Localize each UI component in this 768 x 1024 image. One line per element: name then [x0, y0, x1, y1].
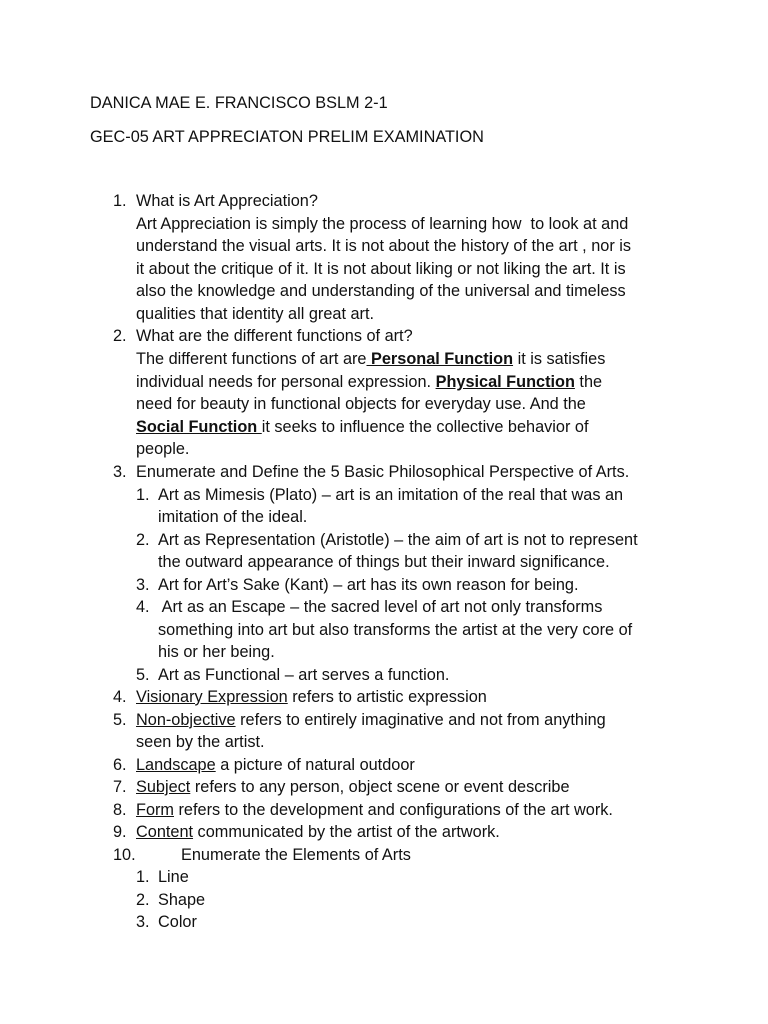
q2-text: it seeks to influence the collective behavior of	[261, 418, 589, 436]
q2-answer-line: need for beauty in functional objects for everyday use. And the	[136, 395, 586, 413]
term-continuation: seen by the artist.	[136, 733, 265, 751]
q1-question: What is Art Appreciation?	[136, 192, 318, 210]
element-number: 3.	[136, 913, 150, 931]
physical-function-term: Physical Function	[435, 373, 575, 391]
term-line	[136, 709, 606, 731]
term-number: 7.	[113, 778, 127, 796]
q3-subitem-number: 4.	[136, 598, 150, 616]
element-label: Line	[158, 868, 189, 886]
q10-number: 10.	[113, 846, 136, 864]
q2-text: it is satisfies	[513, 350, 606, 368]
term-label: Non-objective	[136, 711, 236, 729]
term-definition: refers to the development and configurations of the art work.	[173, 801, 613, 819]
q2-answer-line	[136, 348, 605, 370]
q3-subitem-line: Art as an Escape – the sacred level of art not only transforms	[158, 598, 603, 616]
term-definition: refers to artistic expression	[287, 688, 487, 706]
term-label: Content	[136, 823, 194, 841]
q3-subitem-line: Art as Mimesis (Plato) – art is an imitation of the real that was an	[158, 486, 624, 504]
term-label: Visionary Expression	[136, 688, 288, 706]
q1-number: 1.	[113, 192, 127, 210]
q2-text: individual needs for personal expression.	[136, 373, 436, 391]
q2-answer-line	[136, 416, 588, 438]
q3-subitem-line: the outward appearance of things but their inward significance.	[158, 553, 610, 571]
element-label: Color	[158, 913, 197, 931]
q2-number: 2.	[113, 327, 127, 345]
term-line	[136, 821, 500, 843]
term-line	[136, 776, 570, 798]
q3-subitem-line: his or her being.	[158, 643, 275, 661]
term-line	[136, 754, 415, 776]
term-definition: refers to entirely imaginative and not from anything	[235, 711, 606, 729]
exam-title: GEC-05 ART APPRECIATON PRELIM EXAMINATION	[90, 128, 484, 146]
term-label: Form	[136, 801, 174, 819]
q3-subitem-number: 3.	[136, 576, 150, 594]
term-number: 9.	[113, 823, 127, 841]
q3-subitem-line: something into art but also transforms the artist at the very core of	[158, 621, 633, 639]
q3-subitem-number: 1.	[136, 486, 150, 504]
term-number: 5.	[113, 711, 127, 729]
social-function-term: Social Function	[136, 418, 262, 436]
q3-question: Enumerate and Define the 5 Basic Philosophical Perspective of Arts.	[136, 463, 630, 481]
q1-answer-line: understand the visual arts. It is not about the history of the art , nor is	[136, 237, 632, 255]
q1-answer-line: qualities that identity all great art.	[136, 305, 375, 323]
term-number: 6.	[113, 756, 127, 774]
term-number: 4.	[113, 688, 127, 706]
q3-subitem-line: imitation of the ideal.	[158, 508, 308, 526]
term-line	[136, 686, 487, 708]
q2-answer-line	[136, 371, 602, 393]
q3-subitem-line: Art as Representation (Aristotle) – the aim of art is not to represent	[158, 531, 638, 549]
q2-answer-line: people.	[136, 440, 190, 458]
term-definition: communicated by the artist of the artwork.	[193, 823, 500, 841]
term-label: Subject	[136, 778, 191, 796]
q10-question: Enumerate the Elements of Arts	[181, 846, 411, 864]
term-label: Landscape	[136, 756, 216, 774]
term-definition: refers to any person, object scene or event describe	[190, 778, 570, 796]
q1-answer-line: it about the critique of it. It is not about liking or not liking the art. It is	[136, 260, 626, 278]
q3-subitem-number: 2.	[136, 531, 150, 549]
q3-subitem-line: Art as Functional – art serves a function.	[158, 666, 450, 684]
q1-answer-line: Art Appreciation is simply the process of learning how to look at and	[136, 215, 629, 233]
personal-function-term: Personal Function	[366, 350, 514, 368]
q2-text: The different functions of art are	[136, 350, 367, 368]
student-name: DANICA MAE E. FRANCISCO BSLM 2-1	[90, 94, 388, 112]
element-number: 2.	[136, 891, 150, 909]
element-number: 1.	[136, 868, 150, 886]
q2-text: the	[574, 373, 603, 391]
element-label: Shape	[158, 891, 206, 909]
q2-question: What are the different functions of art?	[136, 327, 413, 345]
q3-subitem-line: Art for Art’s Sake (Kant) – art has its own reason for being.	[158, 576, 579, 594]
term-line	[136, 799, 613, 821]
q3-number: 3.	[113, 463, 127, 481]
q1-answer-line: also the knowledge and understanding of the universal and timeless	[136, 282, 626, 300]
term-number: 8.	[113, 801, 127, 819]
q3-subitem-number: 5.	[136, 666, 150, 684]
term-definition: a picture of natural outdoor	[215, 756, 415, 774]
